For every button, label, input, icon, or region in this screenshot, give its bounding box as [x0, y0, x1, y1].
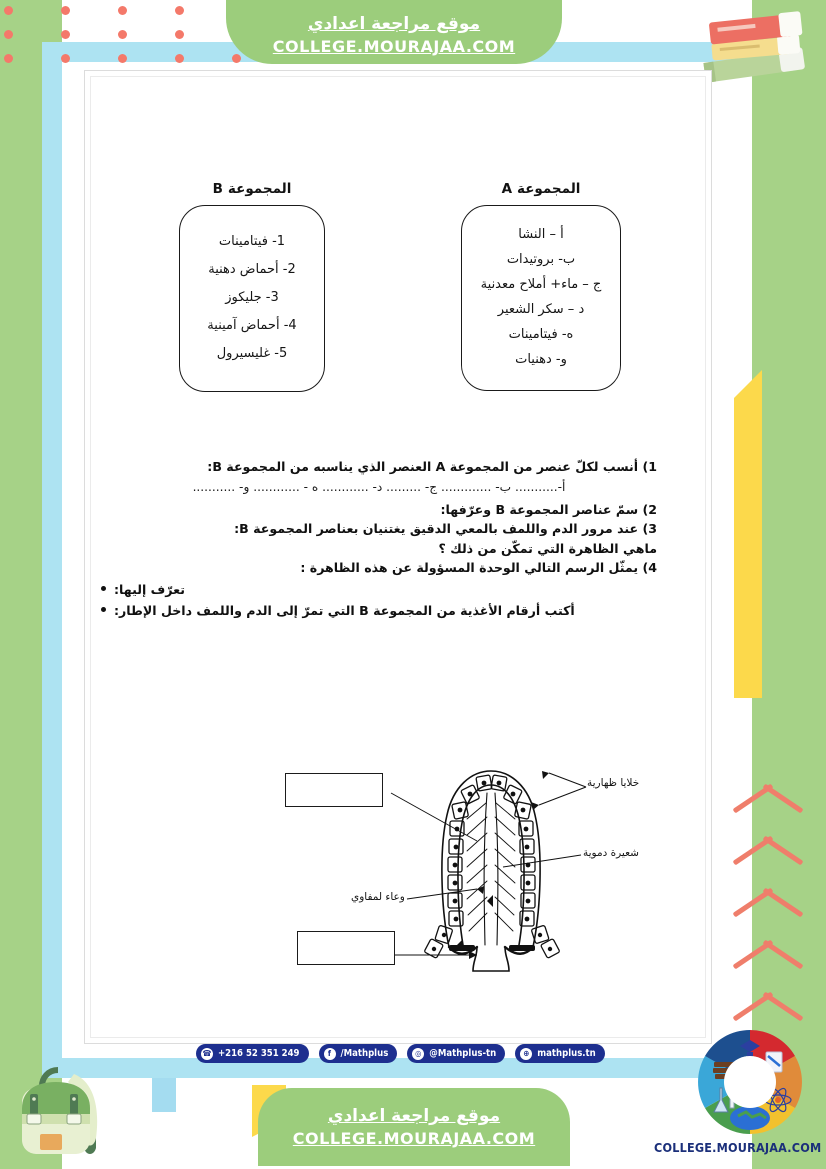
question-3: 3) عند مرور الدم واللمف بالمعي الدقيق يغتنيان بعناصر المجموعة B: [234, 521, 657, 537]
chevron-arrow-icon [744, 882, 806, 924]
decor-dot [175, 54, 184, 63]
bullet-item-2 [101, 601, 657, 621]
stacked-books-icon [694, 4, 814, 90]
bullet-text: أكتب أرقام الأغذية من المجموعة B التي تمرّ إلى الدم واللمف داخل الإطار: [114, 603, 575, 619]
footer-title-ar: موقع مراجعة اعدادي [327, 1106, 501, 1126]
phone-icon: ☎ [202, 1049, 212, 1058]
question-1: 1) أنسب لكلّ عنصر من المجموعة A العنصر الذي يناسبه من المجموعة B: [207, 459, 657, 474]
group-a-item: أ – النشا [518, 227, 564, 242]
group-a-item: ب- بروتيدات [506, 251, 576, 267]
decor-dot [61, 30, 70, 39]
bullet-text: تعرّف إليها: [114, 581, 185, 597]
social-badge-label: mathplus.tn [537, 1048, 596, 1059]
globe-icon: ⊕ [520, 1048, 532, 1060]
questions-block [101, 457, 657, 621]
social-badges [196, 1044, 605, 1063]
site-footer-banner [258, 1088, 570, 1166]
decor-dot [175, 30, 184, 39]
group-a-item: ج – ماء+ أملاح معدنية [480, 276, 602, 292]
social-badge[interactable] [407, 1044, 505, 1063]
decor-dot [232, 54, 241, 63]
group-a-box [461, 205, 621, 391]
group-a [461, 181, 621, 391]
group-a-title: المجموعة A [501, 181, 581, 197]
corner-brand-text: COLLEGE.MOURAJAA.COM [654, 1140, 822, 1155]
group-b [179, 181, 325, 392]
diagram-label-blood-capillary: شعيرة دموية [583, 847, 639, 859]
chevron-arrow-icon [744, 778, 806, 820]
social-badge-label: /Mathplus [340, 1048, 389, 1059]
group-a-item: و- دهنيات [515, 351, 567, 367]
worksheet-page [84, 70, 712, 1044]
decor-dot [118, 30, 127, 39]
diagram-label-epithelial-cells: خلايا ظهارية [587, 777, 640, 789]
facebook-icon: f [324, 1048, 336, 1060]
social-badge[interactable] [196, 1044, 309, 1063]
question-2: 2) سمّ عناصر المجموعة B وعرّفها: [440, 501, 657, 517]
villus-diagram [281, 759, 701, 974]
group-b-title: المجموعة B [212, 181, 292, 197]
question-4: 4) يمثّل الرسم التالي الوحدة المسؤولة عن هذه الظاهرة : [300, 560, 657, 576]
answer-line-1: أ-........... ب- ............. ج- ......... د- ............ ه - ............ و- ........... [192, 479, 566, 494]
social-badge-label: @Mathplus-tn [429, 1048, 497, 1059]
coral-chevron-arrows [744, 778, 824, 1018]
decor-dot [4, 6, 13, 15]
instagram-icon: ◎ [412, 1048, 424, 1060]
blue-frame-bottom-left-tab [152, 1078, 176, 1112]
answer-box-bottom[interactable] [297, 931, 395, 965]
group-b-item: 2- أحماض دهنية [208, 261, 296, 277]
group-a-item: ه- فيتامينات [508, 326, 574, 342]
header-title-en: COLLEGE.MOURAJAA.COM [272, 37, 516, 56]
group-a-item: د – سكر الشعير [497, 301, 585, 317]
site-header-banner [226, 0, 562, 64]
social-badge[interactable] [319, 1044, 398, 1063]
group-b-item: 5- غليسيرول [216, 345, 288, 361]
question-3-sub: ماهي الظاهرة التي تمكّن من ذلك ؟ [438, 540, 657, 556]
decor-dot [61, 54, 70, 63]
header-title-ar: موقع مراجعة اعدادي [307, 13, 481, 34]
decor-dot [4, 54, 13, 63]
backpack-icon [8, 1052, 120, 1162]
bullet-dot-icon [101, 607, 106, 612]
decor-dot [4, 30, 13, 39]
answer-box-top[interactable] [285, 773, 383, 807]
decor-dot [118, 54, 127, 63]
chevron-arrow-icon [744, 934, 806, 976]
group-b-item: 1- فيتامينات [218, 234, 286, 249]
group-b-item: 4- أحماض آمينية [207, 317, 297, 333]
education-wheel-icon [694, 1026, 806, 1138]
chevron-arrow-icon [744, 830, 806, 872]
decor-dot [118, 6, 127, 15]
footer-title-en: COLLEGE.MOURAJAA.COM [292, 1129, 536, 1148]
diagram-label-lymph-vessel: وعاء لمفاوي [351, 891, 405, 903]
chevron-arrow-icon [744, 986, 806, 1028]
group-b-box [179, 205, 325, 392]
bullet-dot-icon [101, 586, 106, 591]
decor-dot [175, 6, 184, 15]
group-b-item: 3- جليكوز [225, 289, 279, 305]
decor-dot [61, 6, 70, 15]
bullet-item-1 [101, 580, 657, 600]
social-badge-label: +216 52 351 249 [218, 1048, 300, 1059]
social-badge[interactable] [515, 1044, 604, 1063]
